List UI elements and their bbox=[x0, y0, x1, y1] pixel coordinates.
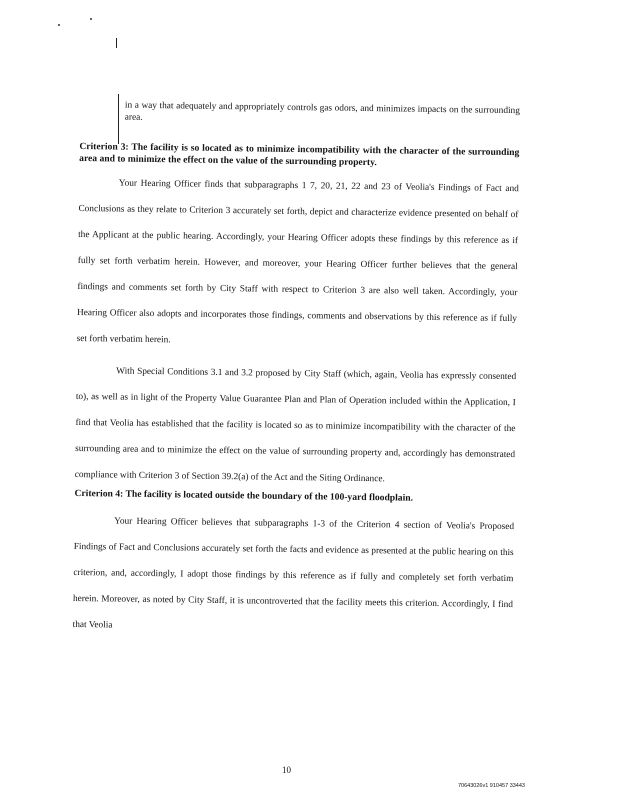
criterion-3-heading bbox=[79, 141, 519, 170]
scan-speck bbox=[58, 24, 60, 26]
criterion-3-paragraph-1: Your Hearing Officer finds that subparagraphs 1 7, 20, 21, 22 and 23 of Veolia's Findings of Fact and Conclusions as they relate to Criterion 3 accurately set forth, depict and characterize evidence presented on behalf of the Applicant at the public hearing. Accordingly, your Hearing Officer adopts these findings by this reference as if fully set forth verbatim herein. However, and moreover, your Hearing Officer further believes that the general findings and comments set forth by City Staff with respect to Criterion 3 are also well taken. Accordingly, your Hearing Officer also adopts and incorporates those findings, comments and observations by this reference as if fully set forth verbatim herein. bbox=[76, 178, 519, 346]
continued-text-fragment: in a way that adequately and appropriately controls gas odors, and minimizes impacts on the surrounding area. bbox=[124, 100, 520, 123]
document-body bbox=[72, 100, 520, 638]
criterion-3-label: Criterion 3: bbox=[79, 140, 129, 153]
criterion-3-heading-text: The facility is so located as to minimize incompatibility with the character of the surrounding area and to minimize the effect on the value of the surrounding property. bbox=[79, 141, 520, 168]
scan-speck bbox=[90, 18, 92, 20]
criterion-3-paragraph-2: With Special Conditions 3.1 and 3.2 proposed by City Staff (which, again, Veolia has expressly consented to), as well as in light of the Property Value Guarantee Plan and Plan of Operation included within the Application, I find that Veolia has established that the facility is located so as to minimize incompatibility with the character of the surrounding area and to minimize the effect on the value of surrounding property and, accordingly has demonstrated compliance with Criterion 3 of Section 39.2(a) of the Act and the Siting Ordinance. bbox=[74, 366, 517, 485]
document-id: 70643026v1 910457 33443 bbox=[458, 783, 525, 789]
criterion-4-heading-text: The facility is located outside the boundary of the 100-yard floodplain. bbox=[125, 488, 414, 504]
criterion-4-label: Criterion 4: bbox=[74, 487, 124, 500]
scan-artifacts bbox=[58, 16, 138, 56]
page-number: 10 bbox=[282, 765, 291, 775]
scan-mark bbox=[116, 38, 117, 48]
criterion-4-paragraph-1: Your Hearing Officer believes that subparagraphs 1-3 of the Criterion 4 section of Veolia's Proposed Findings of Fact and Conclusions accurately set forth the facts and evidence as presented at the public hearing on this criterion, and, accordingly, I adopt those findings by this reference as if fully and completely set forth verbatim herein. Moreover, as noted by City Staff, it is uncontroverted that the facility meets this criterion. Accordingly, I find that Veolia bbox=[72, 516, 515, 631]
document-text bbox=[72, 100, 519, 644]
